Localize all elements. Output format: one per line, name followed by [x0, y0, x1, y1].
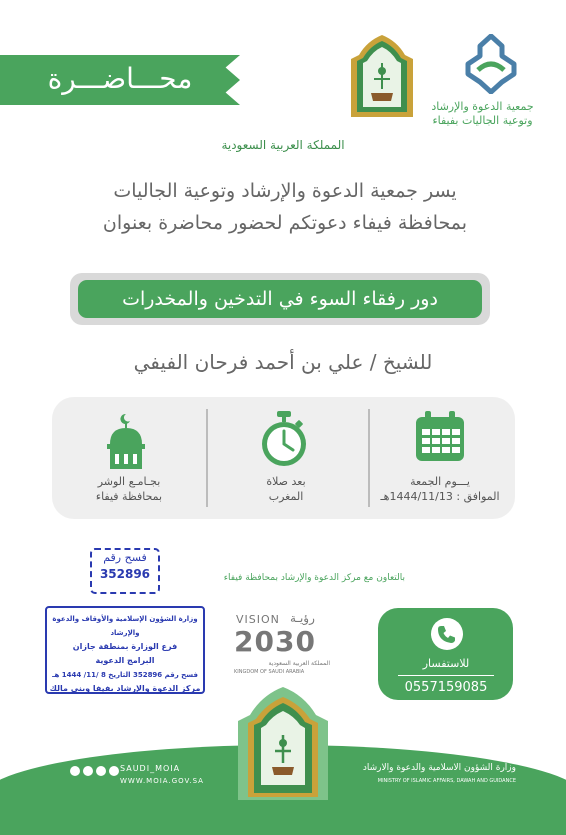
lecture-title: دور رفقاء السوء في التدخين والمخدرات	[78, 280, 482, 318]
calendar-icon	[413, 409, 467, 463]
vision-year: 2030	[234, 625, 316, 658]
twitter-icon[interactable]	[70, 766, 80, 776]
time-label: بعد صلاة	[266, 475, 306, 488]
footer-emblem-icon	[232, 685, 334, 800]
stopwatch-icon	[260, 410, 308, 468]
place-city: بمحافظة فيفاء	[95, 490, 163, 503]
facebook-icon[interactable]	[109, 766, 119, 776]
stamp-line-2: فرع الوزارة بمنطقة جازان	[72, 642, 178, 651]
vision-2030-logo	[232, 613, 332, 689]
ministry-emblem-icon	[347, 33, 417, 119]
phone-icon	[430, 617, 464, 651]
snapchat-icon[interactable]	[83, 766, 93, 776]
vision-ar-sub: المملكة العربية السعودية	[268, 660, 330, 667]
association-name	[420, 100, 545, 128]
time-info	[226, 474, 346, 504]
mosque-icon	[104, 412, 148, 470]
banner-title: محـــاضـــرة	[47, 62, 193, 95]
instagram-icon[interactable]	[96, 766, 106, 776]
divider	[398, 675, 494, 676]
divider	[206, 409, 208, 507]
website-link[interactable]: WWW.MOIA.GOV.SA	[120, 777, 204, 785]
time-prayer: المغرب	[268, 490, 304, 503]
stamp-line-1: وزارة الشؤون الإسلامية والأوقاف والدعوة والإرشاد	[52, 615, 198, 637]
vision-word: VISION	[236, 613, 280, 626]
intro-line-1: يسر جمعية الدعوة والإرشاد وتوعية الجاليات	[113, 180, 457, 202]
speaker-name: للشيخ / علي بن أحمد فرحان الفيفي	[133, 350, 433, 374]
day-info	[378, 474, 502, 504]
association-logo-icon	[462, 34, 520, 94]
social-handle[interactable]: SAUDI_MOIA	[120, 764, 181, 773]
stamp-line-4: فسح رقم 352896 التاريخ 8 /11/ 1444 هـ	[52, 671, 198, 679]
association-name-line1: جمعية الدعوة والإرشاد	[431, 100, 534, 113]
contact-phone[interactable]: 0557159085	[404, 680, 488, 695]
permit-stamp	[90, 548, 160, 594]
ministry-name-ar: وزارة الشؤون الاسلامية والدعوة والارشاد	[362, 763, 516, 773]
stamp-line-5: مركز الدعوة والإرشاد بفيفا وبني مالك	[49, 684, 201, 693]
ministry-stamp	[45, 606, 205, 694]
permit-label: فسح رقم	[103, 551, 147, 564]
contact-label: للاستفسار	[422, 657, 470, 670]
vision-ar: رؤيـة	[290, 611, 315, 625]
place-info	[70, 474, 188, 504]
day-label: يـــوم الجمعة	[410, 475, 470, 488]
date-label: الموافق : 1444/11/13هـ	[380, 490, 500, 503]
association-name-line2: وتوعية الجاليات بفيفاء	[432, 114, 533, 127]
place-label: بجـامـع الوشر	[97, 475, 161, 488]
kingdom-name: المملكة العربية السعودية	[221, 138, 345, 152]
vision-en-sub: KINGDOM OF SAUDI ARABIA	[234, 669, 305, 675]
stamp-line-3: البرامج الدعوية	[95, 656, 155, 665]
permit-number: 352896	[99, 567, 151, 581]
cooperation-note: بالتعاون مع مركز الدعوة والإرشاد بمحافظة فيفاء	[223, 573, 405, 583]
ministry-name-en: MINISTRY OF ISLAMIC AFFAIRS, DAWAH AND GUIDANCE	[377, 778, 516, 784]
intro-line-2: بمحافظة فيفاء دعوتكم لحضور محاضرة بعنوان	[102, 212, 468, 234]
divider	[368, 409, 370, 507]
